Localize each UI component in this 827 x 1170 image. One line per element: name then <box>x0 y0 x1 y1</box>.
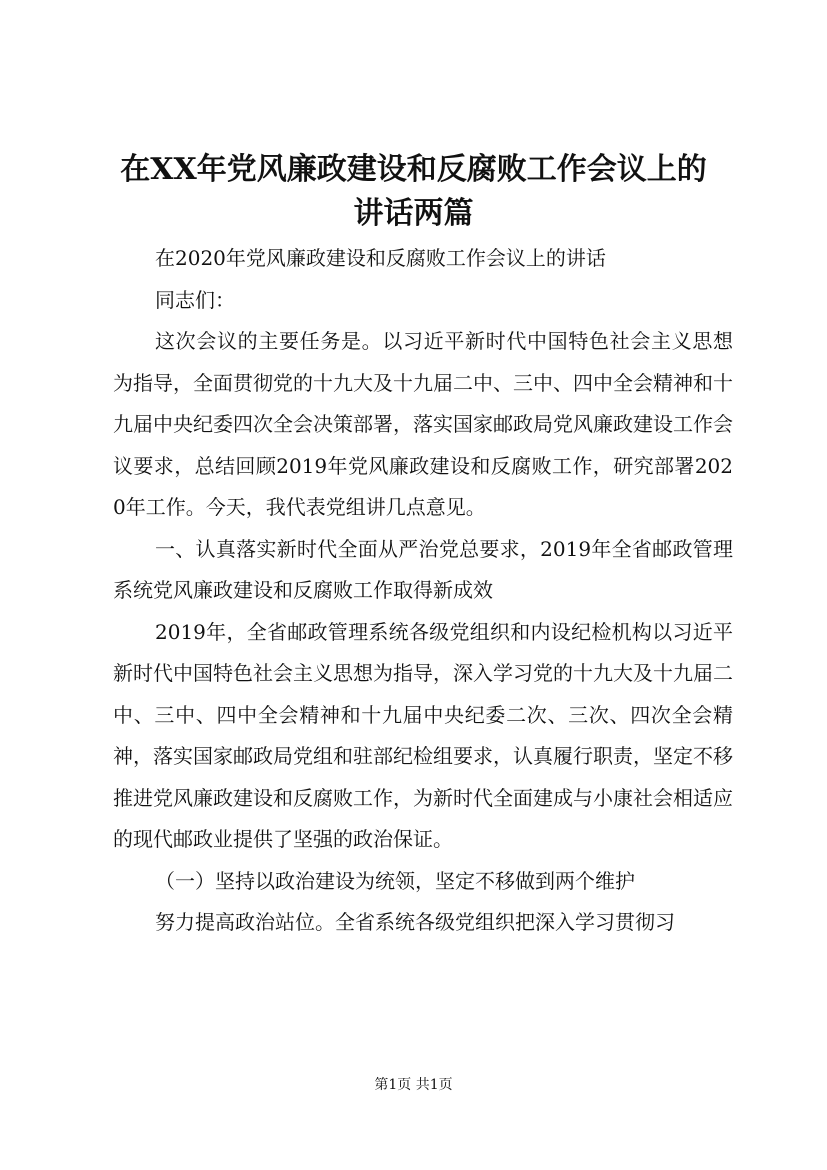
page-footer: 第1页 共1页 <box>374 1077 453 1093</box>
document-title-line-1: 在XX年党风廉政建设和反腐败工作会议上的 <box>120 152 707 187</box>
document-body <box>113 238 733 944</box>
document-title-line-2: 讲话两篇 <box>353 196 474 231</box>
paragraph-2019-summary: 2019年，全省邮政管理系统各级党组织和内设纪检机构以习近平新时代中国特色社会主义思想为指导，深入学习党的十九大及十九届二中、三中、四中全会精神和十九届中央纪委二次、三次、四次全会精神，落实国家邮政局党组和驻部纪检组要求，认真履行职责，坚定不移推进党风廉政建设和反腐败工作，为新时代全面建成与小康社会相适应的现代邮政业提供了坚强的政治保证。 <box>113 619 733 851</box>
salutation: 同志们： <box>155 287 235 312</box>
subsection-heading-1: （一）坚持以政治建设为统领，坚定不移做到两个维护 <box>155 868 635 893</box>
speech-subtitle: 在2020年党风廉政建设和反腐败工作会议上的讲话 <box>155 246 606 270</box>
paragraph-intro: 这次会议的主要任务是。以习近平新时代中国特色社会主义思想为指导，全面贯彻党的十九大及十九届二中、三中、四中全会精神和十九届中央纪委四次全会决策部署，落实国家邮政局党风廉政建设工作会议要求，总结回顾2019年党风廉政建设和反腐败工作，研究部署2020年工作。今天，我代表党组讲几点意见。 <box>113 329 733 519</box>
paragraph-political-position: 努力提高政治站位。全省系统各级党组织把深入学习贯彻习 <box>155 910 675 934</box>
section-heading-1: 一、认真落实新时代全面从严治党总要求，2019年全省邮政管理系统党风廉政建设和反腐败工作取得新成效 <box>113 536 733 602</box>
